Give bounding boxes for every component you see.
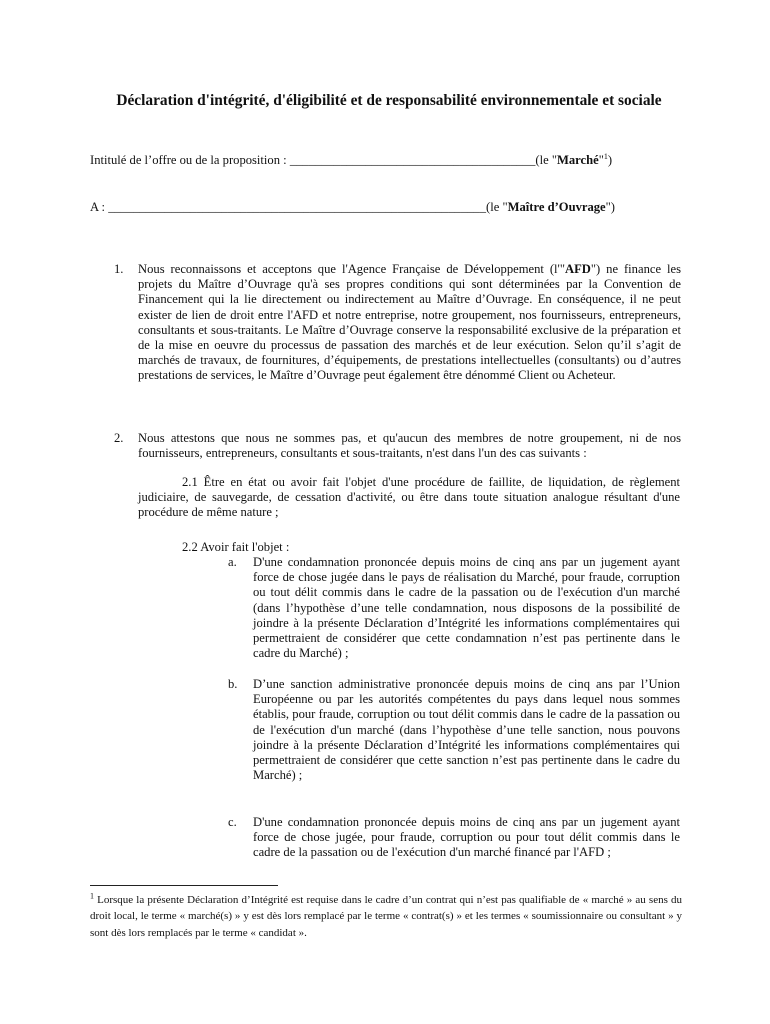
paragraph-2-1-text: 2.1 Être en état ou avoir fait l'objet d'une procédure de faillite, de liquidation, de règlement judiciaire, de sauvegarde, de cessation d'activité, ou être dans toute situation analogue résultant d'une procédure de même nature ; (138, 475, 680, 520)
sub-item-letter: b. (228, 677, 238, 691)
item-number: 1. (114, 262, 124, 276)
list-item-1 (114, 262, 681, 384)
offer-line-prefix: Intitulé de l’offre ou de la proposition : _______________________________________(le " (90, 153, 557, 167)
sub-item-letter: c. (228, 815, 237, 829)
sub-item-text: D'une condamnation prononcée depuis moins de cinq ans par un jugement ayant force de chose jugée, pour fraude, corruption ou pour tout délit commis dans le cadre de la passation ou de l'exécution d'un marché financé par l'AFD ; (253, 815, 680, 860)
sub-item-text: D’une sanction administrative prononcée depuis moins de cinq ans par l’Union Européenne ou par les autorités compétentes du pays dans lequel nous sommes établis, pour fraude, corruption ou tout délit commis dans le cadre de la passation ou de l'exécution d'un marché (dans l’hypothèse d’une telle sanction, nous pouvons joindre à la présente Déclaration d’Intégrité les informations complémentaires qui permettraient de considérer que cette sanction n’est pas pertinente dans le cadre du Marché) ; (253, 677, 680, 783)
item-1-text-start: Nous reconnaissons et acceptons que l'Agence Française de Développement (l'" (138, 262, 565, 276)
owner-line (90, 200, 615, 215)
footnote-ref: 1 (603, 151, 608, 161)
sub-item-c (228, 815, 680, 861)
item-number: 2. (114, 431, 124, 445)
footnote (90, 892, 682, 941)
list-item-2 (114, 431, 681, 461)
item-1-text-rest: ") ne finance les projets du Maître d’Ouvrage qu'à ses propres conditions qui sont déterminées par la Convention de Financement qui la lie directement ou indirectement au Maître d’Ouvrage. En conséquence, il ne peut exister de lien de droit entre l'AFD et notre entreprise, notre groupement, nos fournisseurs, entrepreneurs, consultants et sous-traitants. Le Maître d’Ouvrage conserve la responsabilité exclusive de la préparation et de la mise en oeuvre du processus de passation des marchés et de leur exécution. Selon qu’il s’agit de marchés de travaux, de fournitures, d’équipements, de prestations intellectuelles (consultants) ou d’autres prestations de services, le Maître d’Ouvrage peut également être dénommé Client ou Acheteur. (138, 262, 681, 383)
item-1-text (138, 262, 681, 384)
offer-line-term: Marché (556, 153, 599, 167)
offer-title-line (90, 153, 612, 168)
owner-line-suffix: ") (605, 200, 615, 214)
sub-item-letter: a. (228, 555, 237, 569)
paragraph-2-2: 2.2 Avoir fait l'objet : (182, 540, 290, 554)
owner-line-term: Maître d’Ouvrage (507, 200, 606, 214)
offer-line-quote: " (598, 153, 604, 167)
offer-line-close: ) (607, 153, 613, 167)
sub-item-a (228, 555, 680, 661)
footnote-separator (90, 885, 278, 886)
paragraph-2-1 (138, 475, 680, 521)
afd-term: AFD (564, 262, 591, 276)
document-title: Déclaration d'intégrité, d'éligibilité et de responsabilité environnementale et sociale (116, 92, 662, 109)
sub-item-b (228, 677, 680, 783)
sub-item-text: D'une condamnation prononcée depuis moins de cinq ans par un jugement ayant force de chose jugée dans le pays de réalisation du Marché, pour fraude, corruption ou tout délit commis dans le cadre de la passation ou de l'exécution d'un marché (dans l’hypothèse d’une telle condamnation, nous disposons de la possibilité de joindre à la présente Déclaration d’Intégrité les informations complémentaires qui permettraient de considérer que cette condamnation n’est pas pertinente dans le cadre du Marché) ; (253, 555, 680, 661)
footnote-number: 1 (90, 891, 94, 901)
owner-line-prefix: A : ____________________________________________________________(le " (90, 200, 508, 214)
footnote-text: Lorsque la présente Déclaration d’Intégrité est requise dans le cadre d’un contrat qui n’est pas qualifiable de « marché » au sens du droit local, le terme « marché(s) » y est dès lors remplacé par le terme « contrat(s) » et les termes « soumissionnaire ou consultant » y sont dès lors remplacés par le terme « candidat ». (90, 894, 682, 939)
item-2-text: Nous attestons que nous ne sommes pas, et qu'aucun des membres de notre groupement, ni de nos fournisseurs, entrepreneurs, consultants et sous-traitants, n'est dans l'un des cas suivants : (138, 431, 681, 461)
